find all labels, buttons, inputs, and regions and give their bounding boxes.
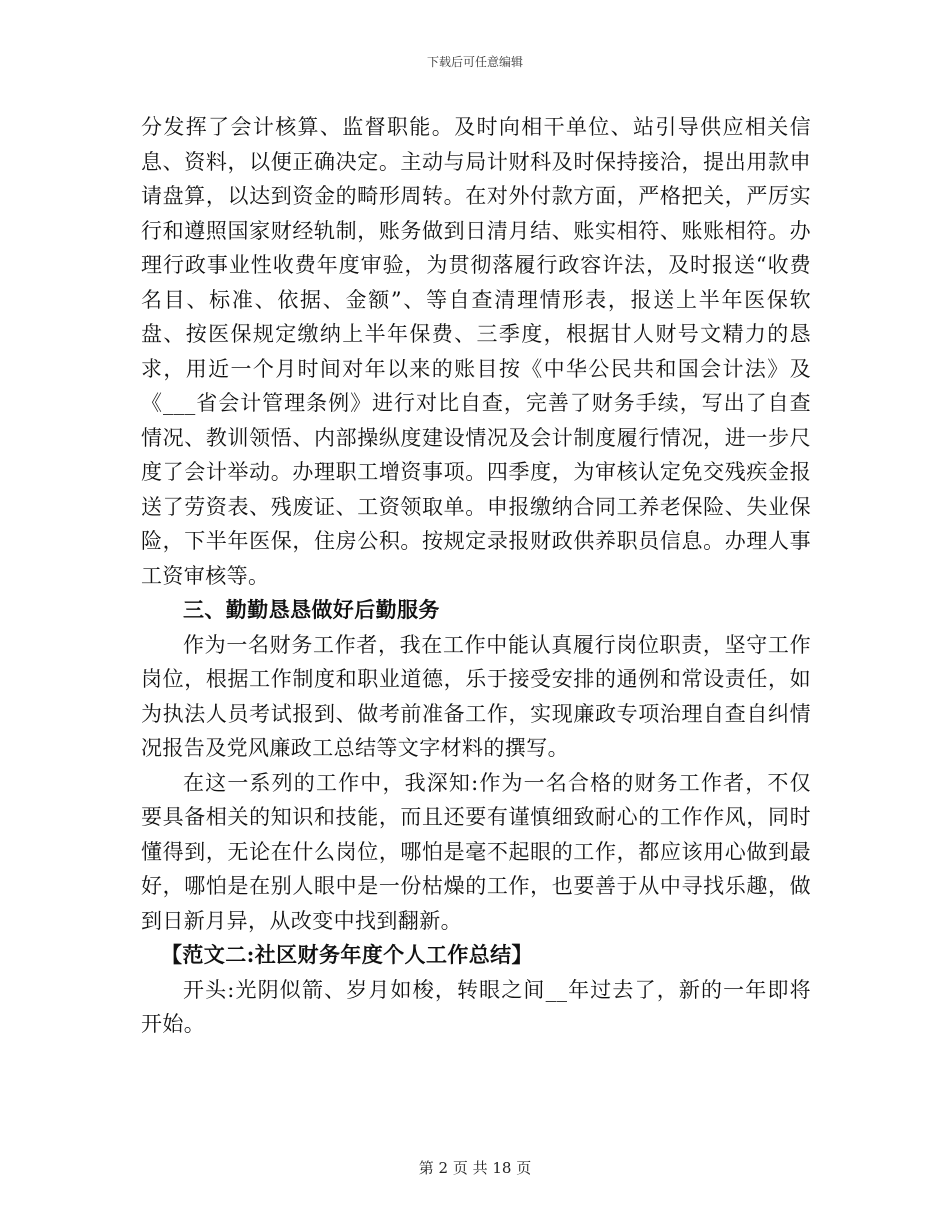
section-heading: 三、勤勤恳恳做好后勤服务 [183,597,440,622]
page-number: 第 2 页 共 18 页 [418,1159,532,1177]
body-paragraph: 开头:光阴似箭、岁月如梭，转眼之间__年过去了，新的一年即将开始。 [141,977,811,1036]
body-paragraph: 分发挥了会计核算、监督职能。及时向相干单位、站引导供应相关信息、资料，以便正确决定。主动与局计财科及时保持接洽，提出用款申请盘算，以达到资金的畸形周转。在对外付款方面，严格把关，严厉实行和遵照国家财经轨制，账务做到日清月结、账实相符、账账相符。办理行政事业性收费年度审验，为贯彻落履行政容许法，及时报送“收费名目、标准、依据、金额”、等自查清理情形表，报送上半年医保软盘、按医保规定缴纳上半年保费、三季度，根据甘人财号文精力的恳求，用近一个月时间对年以来的账目按《中华公民共和国会计法》及《___省会计管理条例》进行对比自查，完善了财务手续，写出了自查情况、教训领悟、内部操纵度建设情况及会计制度履行情况，进一步尺度了会计举动。办理职工增资事项。四季度，为审核认定免交残疾金报送了劳资表、残废证、工资领取单。申报缴纳合同工养老保险、失业保险，下半年医保，住房公积。按规定录报财政供养职员信息。办理人事工资审核等。 [141,115,811,588]
body-paragraph: 作为一名财务工作者，我在工作中能认真履行岗位职责，坚守工作岗位，根据工作制度和职业道德，乐于接受安排的通例和常设责任，如为执法人员考试报到、做考前准备工作，实现廉政专项治理自查自纠情况报告及党风廉政工总结等文字材料的撰写。 [141,632,811,760]
page-header: 下载后可任意编辑 [426,55,523,69]
article-title: 【范文二:社区财务年度个人工作总结】 [161,942,533,967]
document-body [141,110,811,1042]
body-paragraph: 在这一系列的工作中，我深知:作为一名合格的财务工作者，不仅要具备相关的知识和技能，而且还要有谨慎细致耐心的工作作风，同时懂得到，无论在什么岗位，哪怕是毫不起眼的工作，都应该用心做到最好，哪怕是在别人眼中是一份枯燥的工作，也要善于从中寻找乐趣，做到日新月异，从改变中找到翻新。 [141,770,811,933]
